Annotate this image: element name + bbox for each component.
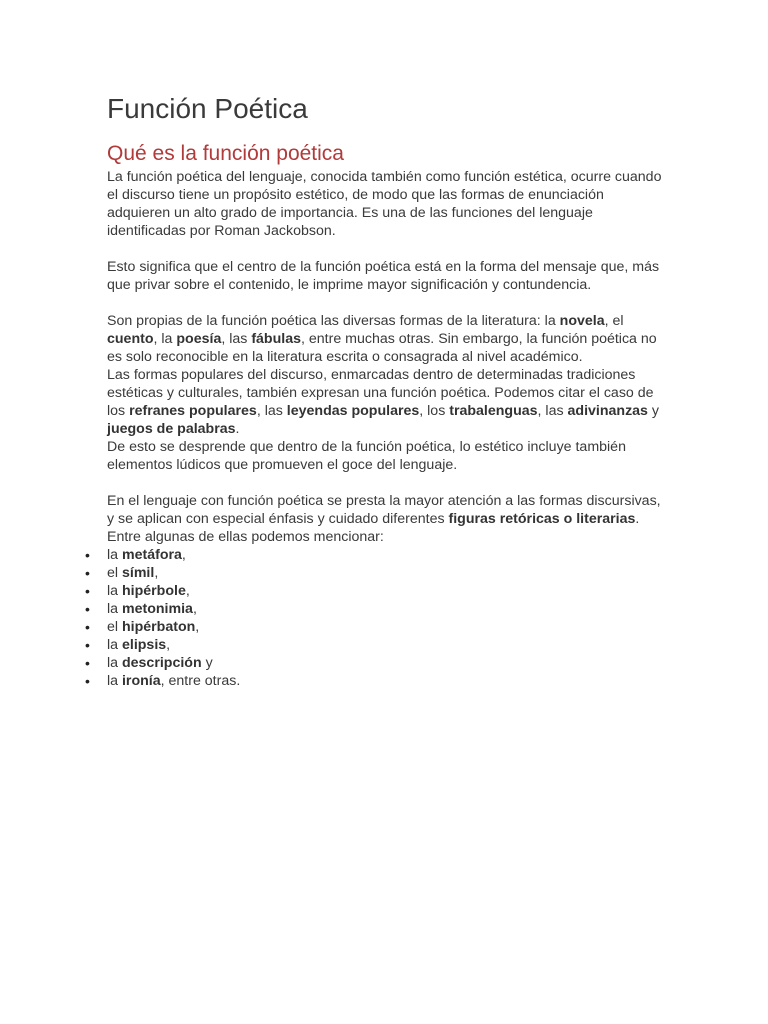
bold-term-fabulas: fábulas bbox=[251, 331, 301, 347]
bullet-icon: • bbox=[85, 637, 90, 653]
list-item-suffix: , bbox=[195, 619, 200, 635]
section-heading: Qué es la función poética bbox=[107, 142, 344, 165]
bold-term-cuento: cuento bbox=[107, 331, 154, 347]
list-item bbox=[85, 582, 667, 600]
text-run: , el bbox=[604, 313, 624, 329]
list-item bbox=[85, 654, 667, 672]
list-item-suffix: , bbox=[185, 583, 190, 599]
paragraph-gap bbox=[107, 474, 667, 492]
bullet-icon: • bbox=[85, 547, 90, 563]
list-item-term: metonimia bbox=[121, 601, 193, 617]
list-item-suffix: , bbox=[192, 601, 197, 617]
list-item-article: la bbox=[107, 601, 122, 617]
paragraph-literary-forms bbox=[107, 312, 667, 366]
bullet-icon: • bbox=[85, 655, 90, 671]
paragraph-popular-forms bbox=[107, 366, 667, 438]
list-item-article: la bbox=[107, 637, 122, 653]
text-run: En el lenguaje con función poética se presta la mayor atención a las formas discursivas, y se aplican con especial énfasis y cuidado diferentes bbox=[107, 493, 661, 527]
list-item bbox=[85, 546, 667, 564]
bold-term-poesia: poesía bbox=[176, 331, 222, 347]
bullet-icon: • bbox=[85, 673, 90, 689]
text-run: Las formas populares del discurso, enmarcadas dentro de determinadas tradiciones estéticas y culturales, también expresan una función poética. Podemos citar el caso de los bbox=[107, 367, 654, 419]
bullet-icon: • bbox=[85, 601, 90, 617]
list-item-article: la bbox=[107, 583, 122, 599]
paragraph-intro: La función poética del lenguaje, conocida también como función estética, ocurre cuando el discurso tiene un propósito estético, de modo que las formas de enunciación adquieren un alto grado de importancia. Es una de las funciones del lenguaje identificadas por Roman Jackobson. bbox=[107, 169, 662, 239]
list-item-article: el bbox=[107, 619, 122, 635]
list-item-term: símil bbox=[121, 565, 155, 581]
text-run: , las bbox=[537, 403, 568, 419]
list-item bbox=[85, 672, 667, 690]
bold-term-novela: novela bbox=[559, 313, 605, 329]
bold-term-figuras: figuras retóricas o literarias bbox=[448, 511, 636, 527]
text-run: . bbox=[235, 421, 240, 437]
list-item-suffix: , bbox=[166, 637, 171, 653]
bullet-icon: • bbox=[85, 583, 90, 599]
text-run: , la bbox=[153, 331, 177, 347]
bold-term-leyendas: leyendas populares bbox=[286, 403, 420, 419]
text-run: y bbox=[647, 403, 659, 419]
list-item-suffix: y bbox=[201, 655, 213, 671]
list-item-article: la bbox=[107, 673, 122, 689]
paragraph-meaning: Esto significa que el centro de la función poética está en la forma del mensaje que, más que privar sobre el contenido, le imprime mayor significación y contundencia. bbox=[107, 259, 660, 293]
bold-term-adivinanzas: adivinanzas bbox=[567, 403, 648, 419]
list-item bbox=[85, 636, 667, 654]
list-item-term: hipérbole bbox=[121, 583, 186, 599]
list-item-term: hipérbaton bbox=[121, 619, 196, 635]
paragraph-ludic: De esto se desprende que dentro de la función poética, lo estético incluye también elementos lúdicos que promueven el goce del lenguaje. bbox=[107, 439, 626, 473]
paragraph-figures bbox=[107, 492, 667, 546]
list-item-suffix: , bbox=[154, 565, 159, 581]
list-item-term: metáfora bbox=[121, 547, 182, 563]
bold-term-juegos: juegos de palabras bbox=[107, 421, 236, 437]
document-content bbox=[85, 88, 667, 690]
list-item-article: la bbox=[107, 655, 122, 671]
paragraph-gap bbox=[107, 240, 667, 258]
document-title: Función Poética bbox=[107, 93, 308, 124]
list-item-term: descripción bbox=[121, 655, 202, 671]
text-run: , las bbox=[221, 331, 252, 347]
bold-term-trabalenguas: trabalenguas bbox=[449, 403, 538, 419]
list-item-term: ironía bbox=[121, 673, 161, 689]
bullet-icon: • bbox=[85, 565, 90, 581]
list-item-suffix: , entre otras. bbox=[160, 673, 241, 689]
list-item bbox=[85, 564, 667, 582]
bold-term-refranes: refranes populares bbox=[129, 403, 257, 419]
text-run: , los bbox=[419, 403, 450, 419]
paragraph-gap bbox=[107, 294, 667, 312]
bullet-icon: • bbox=[85, 619, 90, 635]
list-item bbox=[85, 600, 667, 618]
list-item bbox=[85, 618, 667, 636]
text-run: , las bbox=[256, 403, 287, 419]
list-item-article: la bbox=[107, 547, 122, 563]
text-run: . Entre algunas de ellas podemos mencionar: bbox=[107, 511, 640, 545]
figures-list bbox=[85, 546, 667, 690]
list-item-suffix: , bbox=[181, 547, 186, 563]
text-run: Son propias de la función poética las diversas formas de la literatura: la bbox=[107, 313, 560, 329]
list-item-article: el bbox=[107, 565, 122, 581]
list-item-term: elipsis bbox=[121, 637, 167, 653]
text-run: , entre muchas otras. Sin embargo, la función poética no es solo reconocible en la literatura escrita o consagrada al nivel académico. bbox=[107, 331, 657, 365]
